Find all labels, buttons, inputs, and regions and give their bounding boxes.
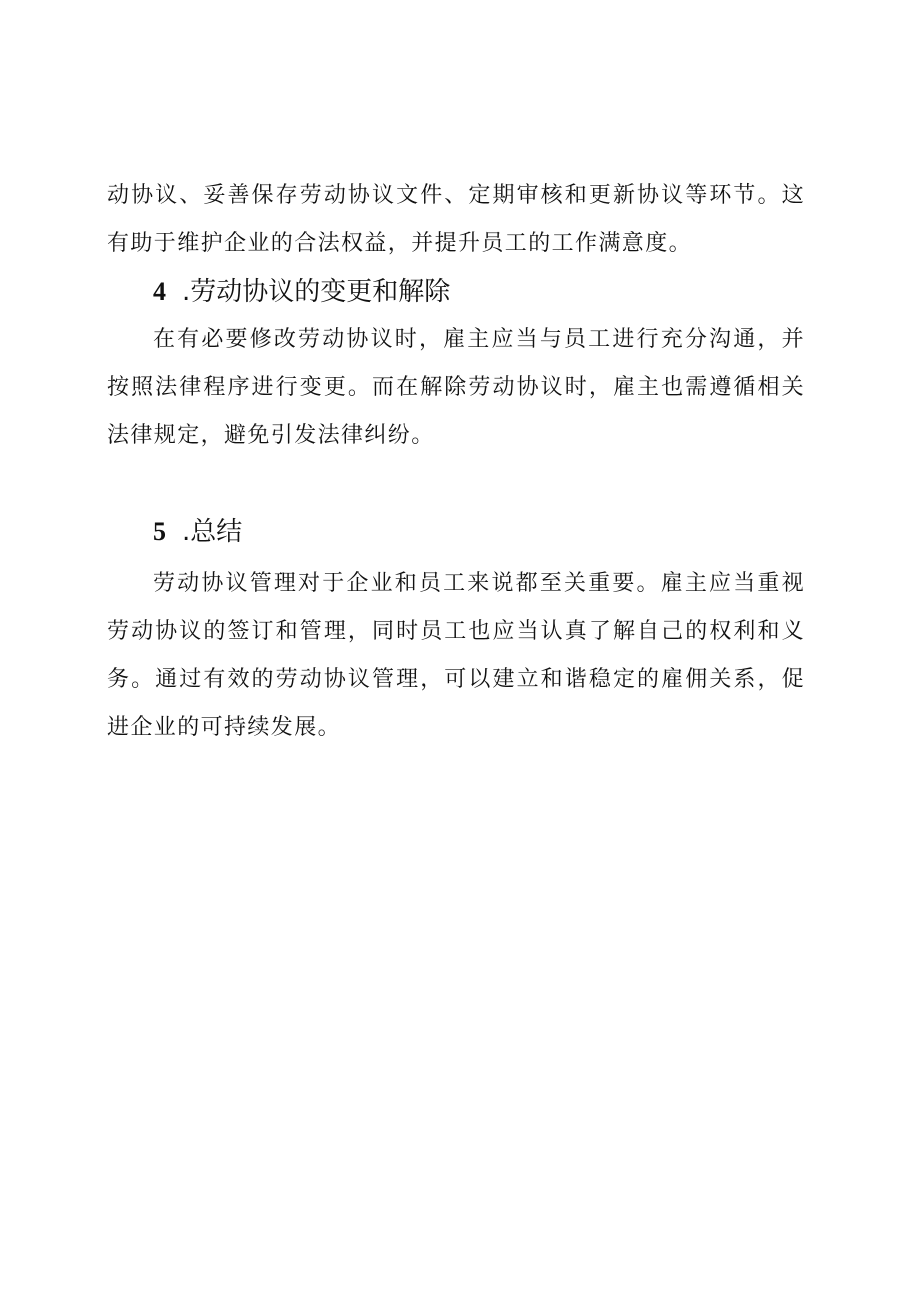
intro-paragraph: 动协议、妥善保存劳动协议文件、定期审核和更新协议等环节。这有助于维护企业的合法权益，并提升员工的工作满意度。	[107, 183, 805, 256]
section-4-number: 4	[153, 277, 166, 306]
section-5-number: 5	[153, 517, 166, 546]
section-5-body: 劳动协议管理对于企业和员工来说都至关重要。雇主应当重视劳动协议的签订和管理，同时员工也应当认真了解自己的权利和义务。通过有效的劳动协议管理，可以建立和谐稳定的雇佣关系，促进企业的可持续发展。	[107, 571, 805, 740]
section-5-heading	[153, 512, 242, 552]
section-4-body: 在有必要修改劳动协议时，雇主应当与员工进行充分沟通，并按照法律程序进行变更。而在解除劳动协议时，雇主也需遵循相关法律规定，避免引发法律纠纷。	[107, 327, 805, 448]
section-4-title: .劳动协议的变更和解除	[182, 277, 451, 307]
section-5-title: .总结	[182, 517, 243, 547]
section-4-heading	[153, 272, 450, 312]
